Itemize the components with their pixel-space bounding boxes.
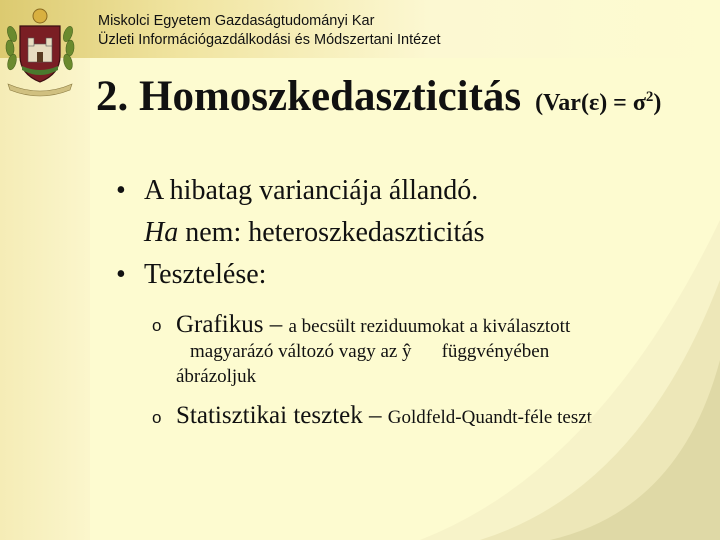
sub-item-lead: Statisztikai tesztek – — [176, 402, 388, 429]
bullet-dot: • — [116, 175, 126, 206]
sub-bullet-ring: o — [152, 408, 162, 427]
bullet-italic-word: Ha — [144, 217, 179, 248]
university-crest-logo — [2, 4, 78, 104]
sub-item-text: magyarázó változó vagy az ŷ — [190, 341, 412, 362]
bullet-item — [116, 259, 266, 291]
header-band — [0, 0, 720, 58]
bullet-text: Tesztelése: — [144, 259, 267, 290]
crest-ribbon — [8, 84, 72, 96]
sub-item-text: függvényében — [441, 341, 550, 362]
slide-title — [96, 72, 661, 121]
page-curl-decoration — [420, 220, 720, 540]
header-institute: Üzleti Információgazdálkodási és Módszertani Intézet — [98, 32, 441, 48]
bullet-item — [116, 175, 478, 207]
sub-item-text: ábrázoljuk — [176, 366, 257, 387]
bullet-text: nem: heteroszkedaszticitás — [178, 217, 485, 248]
sub-item-lead: Grafikus – — [176, 311, 289, 338]
sub-item-text: Goldfeld-Quandt-féle teszt — [387, 407, 592, 428]
sub-item-text: a becsült reziduumokat a kiválasztott — [288, 316, 571, 337]
sub-item-continuation — [176, 366, 256, 388]
title-formula: $(Var(\varepsilon) = \sigma^2)$ — [535, 89, 662, 116]
header-faculty: Miskolci Egyetem Gazdaságtudományi Kar — [98, 13, 375, 29]
bullet-dot: • — [116, 259, 126, 290]
bullet-text: A hibatag varianciája állandó. — [144, 175, 479, 206]
sub-bullet-ring: o — [152, 316, 162, 335]
title-text: 2. Homoszkedaszticitás — [96, 73, 522, 120]
crest-crown — [33, 9, 47, 23]
